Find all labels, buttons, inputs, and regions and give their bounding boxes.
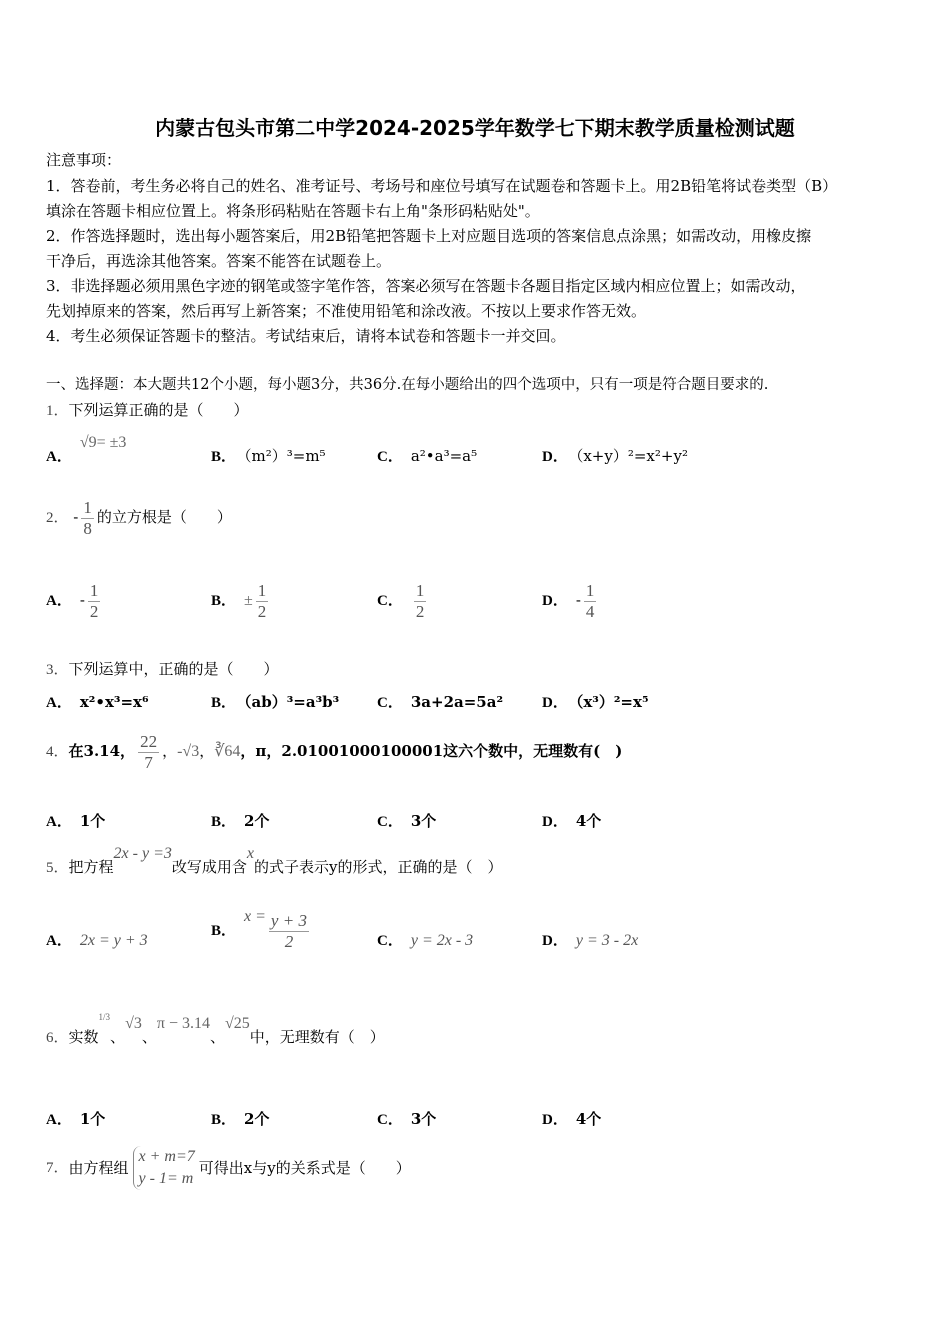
option-label: D． [542, 695, 568, 711]
option-d[interactable] [542, 692, 649, 713]
option-c[interactable] [377, 578, 429, 623]
fraction [138, 732, 159, 773]
notice-line: 2．作答选择题时，选出每小题答案后，用2B铅笔把答题卡上对应题目选项的答案信息点涂黑；如需改动，用橡皮擦 [46, 227, 812, 245]
option-b[interactable] [211, 692, 339, 713]
question-6 [46, 1012, 385, 1049]
option-b[interactable] [211, 1109, 269, 1130]
option-text: （ab）³=a³b³ [244, 693, 340, 711]
sign: - [79, 591, 85, 609]
math-expression: ∛64 [214, 743, 241, 760]
math-expression: -√3 [177, 743, 200, 760]
separator: ， [162, 742, 178, 760]
question-text: 在3.14， [68, 742, 136, 760]
denominator: 2 [257, 601, 267, 621]
equation: y - 1= m [138, 1170, 194, 1187]
numerator: 1 [257, 580, 267, 600]
fraction [81, 498, 94, 539]
option-label: C． [377, 449, 403, 465]
math-expression: √3 [125, 1015, 142, 1032]
question-number: 6． [46, 1030, 69, 1046]
notice-line: 3．非选择题必须用黑色字迹的钢笔或签字笔作答，答案必须写在答题卡各题目指定区域内相应位置上；如需改动， [46, 277, 806, 295]
fraction [88, 581, 101, 622]
denominator: 7 [144, 752, 153, 772]
question-text: 把方程 [68, 858, 114, 876]
option-c[interactable] [377, 1109, 436, 1130]
question-text: 的立方根是（ ） [96, 508, 232, 526]
option-label: B． [211, 923, 237, 939]
option-a[interactable] [46, 578, 103, 623]
math-expression: π − 3.14 [156, 1015, 210, 1032]
option-text: x²•x³=x⁶ [79, 693, 149, 711]
question-number: 5． [46, 860, 69, 876]
option-c[interactable] [377, 930, 473, 951]
fraction [414, 581, 427, 622]
question-3 [46, 659, 279, 680]
option-d[interactable] [542, 930, 638, 951]
denominator: 2 [89, 601, 99, 621]
page-title: 内蒙古包头市第二中学2024-2025学年数学七下期末教学质量检测试题 [155, 116, 795, 140]
option-text: y = 3 - 2x [575, 932, 639, 949]
option-b[interactable] [211, 908, 312, 953]
denominator: 8 [83, 518, 92, 538]
option-c[interactable] [377, 446, 477, 467]
denominator: 2 [284, 931, 294, 951]
option-label: C． [377, 593, 403, 609]
variable: x [246, 845, 254, 862]
denominator: 2 [415, 601, 425, 621]
option-text: a²•a³=a⁵ [410, 447, 478, 465]
separator: 、 [110, 1028, 126, 1046]
option-text: （x³）²=x⁵ [575, 693, 649, 711]
equation: x + m=7 [138, 1148, 195, 1165]
notice-line: 填涂在答题卡相应位置上。将条形码粘贴在答题卡右上角"条形码粘贴处"。 [46, 202, 540, 220]
option-text: （m²）³=m⁵ [244, 447, 326, 465]
question-text: 下列运算中，正确的是（ ） [68, 660, 279, 678]
option-text: 4个 [575, 1110, 602, 1128]
question-text: 实数 [68, 1028, 99, 1046]
option-label: D． [542, 593, 568, 609]
question-number: 2． [46, 510, 69, 526]
option-text: 2个 [244, 812, 270, 830]
option-label: C． [377, 1112, 403, 1128]
option-label: B． [211, 593, 237, 609]
separator: ， [199, 742, 215, 760]
option-label: D． [542, 933, 568, 949]
question-text: 改写成用含 [171, 858, 247, 876]
question-1 [46, 400, 249, 421]
denominator: 4 [585, 601, 595, 621]
minus-sign: - [73, 508, 79, 526]
option-label: D． [542, 449, 568, 465]
fraction [269, 911, 309, 952]
equation: 2x - y =3 [113, 845, 172, 862]
option-a[interactable] [46, 692, 149, 713]
option-text: √9= ±3 [79, 434, 127, 451]
question-text: 的式子表示y的形式，正确的是（ ） [253, 858, 503, 876]
numerator: y + 3 [270, 910, 307, 930]
math-expression: √25 [224, 1015, 250, 1032]
option-text: 1个 [79, 812, 106, 830]
option-label: B． [211, 449, 237, 465]
numerator: 22 [140, 731, 158, 751]
option-label: C． [377, 695, 403, 711]
section-heading: 一、选择题：本大题共12个小题，每小题3分，共36分.在每小题给出的四个选项中，只有一项是符合题目要求的. [46, 377, 769, 393]
option-text: （x+y）²=x²+y² [575, 447, 688, 465]
option-label: B． [211, 814, 237, 830]
option-label: B． [211, 695, 237, 711]
option-text: 3a+2a=5a² [410, 693, 504, 711]
option-text: 2个 [244, 1110, 270, 1128]
fraction [584, 581, 597, 622]
option-label: A． [46, 449, 72, 465]
question-number: 1． [46, 403, 69, 419]
notice-line: 先划掉原来的答案，然后再写上新答案；不准使用铅笔和涂改液。不按以上要求作答无效。 [46, 302, 647, 320]
option-a[interactable] [46, 811, 105, 832]
option-label: A． [46, 695, 72, 711]
numerator: 1 [83, 497, 92, 517]
question-text: ，π，2.01001000100001这六个数中，无理数有( ) [240, 742, 623, 760]
question-5 [46, 845, 503, 878]
option-label: C． [377, 814, 403, 830]
option-a[interactable] [46, 1109, 105, 1130]
notice-line: 1．答卷前，考生务必将自己的姓名、准考证号、考场号和座位号填写在试题卷和答题卡上。用2B铅笔将试卷类型（B） [46, 177, 838, 195]
option-label: A． [46, 1112, 72, 1128]
question-text: 下列运算正确的是（ ） [68, 401, 249, 419]
question-text: 由方程组 [68, 1159, 129, 1177]
numerator: 1 [89, 580, 99, 600]
option-b[interactable] [211, 811, 269, 832]
separator: 、 [141, 1028, 157, 1046]
option-label: B． [211, 1112, 237, 1128]
question-number: 7． [46, 1160, 69, 1176]
option-text: 1个 [79, 1110, 106, 1128]
separator: 、 [209, 1028, 225, 1046]
option-a[interactable] [46, 434, 127, 467]
option-d[interactable] [542, 446, 688, 467]
option-text: 3个 [410, 1110, 437, 1128]
notice-line: 干净后，再选涂其他答案。答案不能答在试题卷上。 [46, 252, 392, 270]
numerator: 1 [585, 580, 595, 600]
option-d[interactable] [542, 1109, 601, 1130]
option-label: A． [46, 933, 72, 949]
math-expression: 1/3 [98, 1012, 111, 1022]
equation-system [133, 1146, 195, 1190]
option-c[interactable] [377, 692, 503, 713]
option-label: D． [542, 1112, 568, 1128]
question-number: 4． [46, 744, 69, 760]
notice-line: 4．考生必须保证答题卡的整洁。考试结束后，请将本试卷和答题卡一并交回。 [46, 327, 566, 345]
option-d[interactable] [542, 578, 599, 623]
question-7 [46, 1140, 411, 1196]
numerator: 1 [415, 580, 425, 600]
option-text: 4个 [575, 812, 602, 830]
question-2 [46, 495, 232, 540]
option-text: y = 2x - 3 [410, 932, 474, 949]
sign: ± [244, 592, 253, 609]
question-text: 可得出x与y的关系式是（ ） [198, 1159, 411, 1177]
notice-heading: 注意事项： [46, 151, 122, 169]
option-label: A． [46, 814, 72, 830]
fraction [256, 581, 269, 622]
question-4 [46, 729, 622, 774]
option-label: D． [542, 814, 568, 830]
option-c[interactable] [377, 811, 436, 832]
sign: - [575, 591, 581, 609]
option-b[interactable] [211, 446, 326, 467]
option-text: 3个 [410, 812, 437, 830]
option-label: A． [46, 593, 72, 609]
question-text: 中，无理数有（ ） [249, 1028, 385, 1046]
option-a[interactable] [46, 930, 148, 951]
option-label: C． [377, 933, 403, 949]
option-b[interactable] [211, 578, 271, 623]
option-text: 2x = y + 3 [79, 932, 148, 949]
equation-lhs: x = [244, 908, 266, 925]
option-d[interactable] [542, 811, 601, 832]
question-number: 3． [46, 662, 69, 678]
